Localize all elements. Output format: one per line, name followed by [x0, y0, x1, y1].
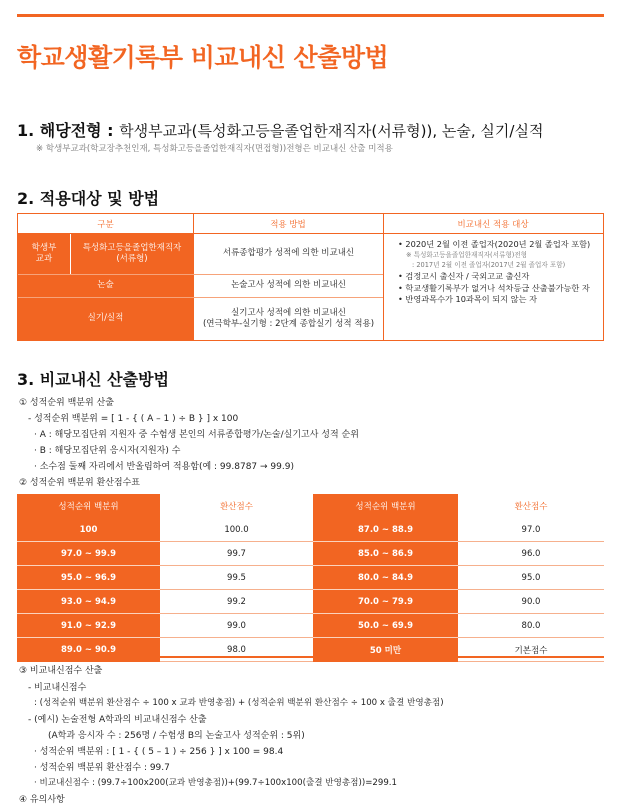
section-1-title: [17, 118, 543, 141]
col-header: 환산점수: [160, 494, 313, 518]
desc-round: · 소수점 둘째 자리에서 반올림하여 적용함(예 : 99.8787 → 99.9): [34, 462, 294, 472]
calc-label: - 비교내신점수: [28, 683, 87, 693]
row-1-name: 특성화고등을졸업한재직자 (서류형): [71, 234, 193, 274]
percentile-cell: 70.0 ~ 79.9: [313, 590, 458, 614]
calc-formula: : (성적순위 백분위 환산점수 ÷ 100 x 교과 반영총점) + (성적순위 백분위 환산점수 ÷ 100 x 출결 반영총점): [34, 698, 444, 708]
step-2: ② 성적순위 백분위 환산점수표: [19, 478, 140, 488]
score-cell: 99.2: [160, 590, 313, 614]
example-step-3: · 비교내신점수 : (99.7÷100x200(교과 반영총점))+(99.7÷100x100(출결 반영총점))=299.1: [34, 778, 397, 788]
desc-a: · A : 해당모집단위 지원자 중 수험생 본인의 서류종합평가/논술/실기고사 성적 순위: [34, 430, 359, 440]
section-1-note: ※ 학생부교과(학교장추천인재, 특성화고등을졸업한재직자(면접형))전형은 비교내신 산출 미적용: [36, 144, 393, 154]
score-cell: 96.0: [458, 542, 604, 566]
section-2-title: 2. 적용대상 및 방법: [17, 189, 160, 208]
col-header: 성적순위 백분위: [313, 494, 458, 518]
score-cell: 99.7: [160, 542, 313, 566]
table-row: [17, 614, 604, 638]
score-cell: 95.0: [458, 566, 604, 590]
step-4: ④ 유의사항: [19, 795, 65, 805]
target-conditions: [398, 239, 603, 306]
table-row: [17, 638, 604, 662]
percentile-cell: 97.0 ~ 99.9: [17, 542, 160, 566]
section-1-detail: 학생부교과(특성화고등을졸업한재직자(서류형)), 논술, 실기/실적: [119, 122, 544, 140]
col-header: 성적순위 백분위: [17, 494, 160, 518]
row-group-label: 학생부 교과: [18, 234, 70, 274]
row-1-method: 서류종합평가 성적에 의한 비교내신: [222, 248, 355, 259]
percentile-cell: 80.0 ~ 84.9: [313, 566, 458, 590]
example-step-1: · 성적순위 백분위 : [ 1 - { ( 5 – 1 ) ÷ 256 } ] x 100 = 98.4: [34, 747, 284, 757]
step-1: ① 성적순위 백분위 산출: [19, 398, 114, 408]
score-cell: 80.0: [458, 614, 604, 638]
percentile-cell: 100: [17, 518, 160, 542]
row-3-method: 실기고사 성적에 의한 비교내신 (연극학부-실기형 : 2단계 종합실기 성적 적용): [202, 307, 375, 329]
example-label: - (예시) 논술전형 A학과의 비교내신점수 산출: [28, 715, 207, 725]
condition-note: ※ 특성화고등을졸업한재직자(서류형)전형: [406, 250, 528, 259]
formula: - 성적순위 백분위 = [ 1 - { ( A – 1 ) ÷ B } ] x 100: [28, 414, 239, 424]
target-table: [17, 213, 604, 341]
header-target: 비교내신 적용 대상: [383, 214, 603, 234]
row-3-name: 실기/실적: [18, 298, 193, 340]
section-1-heading: 1. 해당전형 :: [17, 121, 114, 140]
example-condition: (A학과 응시자 수 : 256명 / 수험생 B의 논술고사 성적순위 : 5위): [48, 731, 305, 741]
condition-2: • 검정고시 출신자 / 국외고교 출신자: [398, 270, 530, 281]
score-cell: 기본점수: [458, 638, 604, 662]
condition-1: • 2020년 2월 이전 졸업자(2020년 2월 졸업자 포함): [398, 239, 591, 249]
row-2-method: 논술고사 성적에 의한 비교내신: [231, 280, 346, 291]
percentile-cell: 50 미만: [313, 638, 458, 662]
step-3: ③ 비교내신점수 산출: [19, 666, 103, 676]
percentile-cell: 93.0 ~ 94.9: [17, 590, 160, 614]
desc-b: · B : 해당모집단위 응시자(지원자) 수: [34, 446, 181, 456]
header-method: 적용 방법: [193, 214, 383, 234]
section-3-title: 3. 비교내신 산출방법: [17, 370, 169, 389]
percentile-cell: 95.0 ~ 96.9: [17, 566, 160, 590]
condition-3: • 학교생활기록부가 없거나 석차등급 산출불가능한 자: [398, 282, 590, 293]
top-accent-bar: [17, 14, 604, 17]
score-cell: 98.0: [160, 638, 313, 662]
percentile-cell: 50.0 ~ 69.9: [313, 614, 458, 638]
condition-note-2: : 2017년 2월 이전 졸업자(2017년 2월 졸업자 포함): [412, 260, 566, 269]
table-row: [17, 542, 604, 566]
col-header: 환산점수: [458, 494, 604, 518]
table-header-row: [17, 494, 604, 518]
condition-4: • 반영과목수가 10과목이 되지 않는 자: [398, 294, 537, 305]
percentile-cell: 85.0 ~ 86.9: [313, 542, 458, 566]
table-row: [17, 590, 604, 614]
score-cell: 90.0: [458, 590, 604, 614]
score-cell: 97.0: [458, 518, 604, 542]
score-cell: 99.5: [160, 566, 313, 590]
page-title: 학교생활기록부 비교내신 산출방법: [17, 43, 389, 72]
percentile-cell: 87.0 ~ 88.9: [313, 518, 458, 542]
percentile-cell: 89.0 ~ 90.9: [17, 638, 160, 662]
table-bottom-border: [17, 656, 604, 658]
example-step-2: · 성적순위 백분위 환산점수 : 99.7: [34, 763, 170, 773]
percentile-cell: 91.0 ~ 92.9: [17, 614, 160, 638]
table-row: [17, 518, 604, 542]
divider: [383, 214, 384, 340]
score-cell: 99.0: [160, 614, 313, 638]
row-2-name: 논술: [18, 275, 193, 297]
header-category: 구분: [18, 214, 193, 234]
table-row: [17, 566, 604, 590]
score-cell: 100.0: [160, 518, 313, 542]
